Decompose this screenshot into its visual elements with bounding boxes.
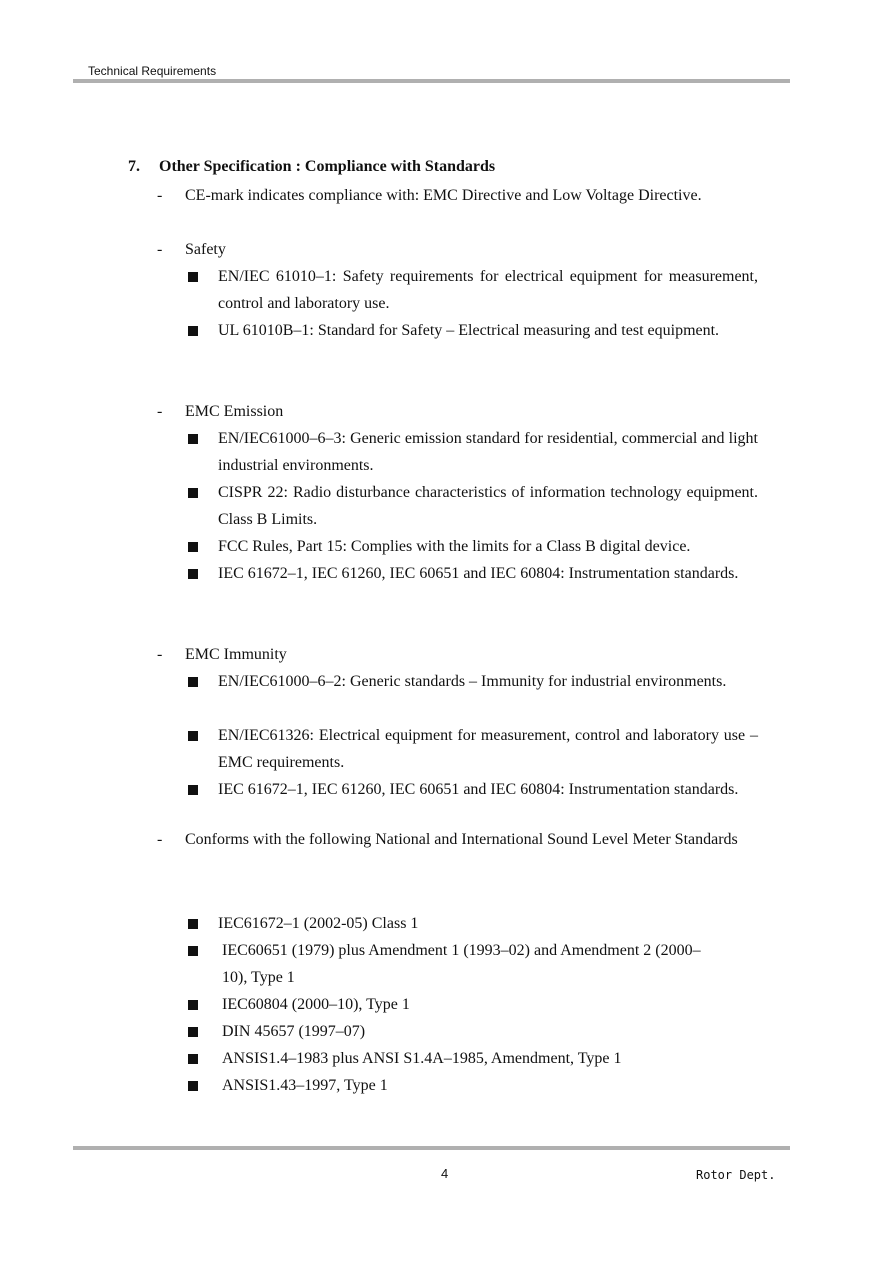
list-item-emc-immunity bbox=[157, 641, 758, 668]
square-bullet-icon bbox=[188, 731, 198, 741]
safety-label: Safety bbox=[185, 241, 226, 258]
bullet-text: EN/IEC 61010–1: Safety requirements for electrical equipment for measurement, control and laboratory use. bbox=[218, 268, 758, 312]
list-item-safety bbox=[157, 236, 758, 263]
section-title: Other Specification : Compliance with Standards bbox=[159, 158, 496, 175]
standard-bullet bbox=[188, 1045, 758, 1072]
square-bullet-icon bbox=[188, 785, 198, 795]
bullet-text: EN/IEC61000–6–2: Generic standards – Immunity for industrial environments. bbox=[218, 673, 727, 690]
emission-bullet bbox=[188, 479, 758, 533]
page-number: 4 bbox=[441, 1166, 449, 1181]
standard-bullet bbox=[188, 1072, 758, 1099]
safety-bullet bbox=[188, 317, 758, 344]
square-bullet-icon bbox=[188, 272, 198, 282]
square-bullet-icon bbox=[188, 542, 198, 552]
square-bullet-icon bbox=[188, 677, 198, 687]
footer-rule bbox=[73, 1146, 790, 1150]
emission-bullet bbox=[188, 560, 758, 587]
dash-marker: - bbox=[157, 403, 163, 420]
conforms-label: Conforms with the following National and International Sound Level Meter Standards bbox=[185, 831, 738, 848]
header-rule bbox=[73, 79, 790, 83]
square-bullet-icon bbox=[188, 919, 198, 929]
dash-marker: - bbox=[157, 187, 163, 204]
bullet-text: IEC 61672–1, IEC 61260, IEC 60651 and IEC 60804: Instrumentation standards. bbox=[218, 781, 739, 798]
emc-immunity-label: EMC Immunity bbox=[185, 646, 287, 663]
bullet-text: UL 61010B–1: Standard for Safety – Electrical measuring and test equipment. bbox=[218, 322, 720, 339]
bullet-text: IEC61672–1 (2002-05) Class 1 bbox=[218, 915, 419, 932]
dash-marker: - bbox=[157, 831, 163, 848]
square-bullet-icon bbox=[188, 488, 198, 498]
standard-bullet bbox=[188, 910, 758, 937]
immunity-bullet bbox=[188, 776, 758, 803]
emc-emission-label: EMC Emission bbox=[185, 403, 284, 420]
department-label: Rotor Dept. bbox=[696, 1168, 776, 1182]
list-item-emc-emission bbox=[157, 398, 758, 425]
bullet-text: EN/IEC61000–6–3: Generic emission standard for residential, commercial and light industrial environments. bbox=[218, 430, 758, 474]
standard-bullet bbox=[188, 937, 758, 991]
square-bullet-icon bbox=[188, 1081, 198, 1091]
square-bullet-icon bbox=[188, 326, 198, 336]
immunity-bullet bbox=[188, 722, 758, 776]
dash-marker: - bbox=[157, 241, 163, 258]
list-item-ce-mark bbox=[157, 182, 758, 209]
bullet-text: DIN 45657 (1997–07) bbox=[222, 1023, 366, 1040]
square-bullet-icon bbox=[188, 1054, 198, 1064]
bullet-text: ANSIS1.43–1997, Type 1 bbox=[222, 1077, 388, 1094]
square-bullet-icon bbox=[188, 946, 198, 956]
square-bullet-icon bbox=[188, 434, 198, 444]
square-bullet-icon bbox=[188, 1027, 198, 1037]
standard-bullet bbox=[188, 1018, 758, 1045]
safety-bullet bbox=[188, 263, 758, 317]
bullet-text: IEC60651 (1979) plus Amendment 1 (1993–02) and Amendment 2 (2000–10), Type 1 bbox=[222, 942, 701, 986]
dash-marker: - bbox=[157, 646, 163, 663]
emission-bullet bbox=[188, 533, 758, 560]
square-bullet-icon bbox=[188, 1000, 198, 1010]
section-heading bbox=[128, 153, 495, 180]
immunity-bullet bbox=[188, 668, 758, 695]
bullet-text: IEC60804 (2000–10), Type 1 bbox=[222, 996, 410, 1013]
emission-bullet bbox=[188, 425, 758, 479]
square-bullet-icon bbox=[188, 569, 198, 579]
bullet-text: FCC Rules, Part 15: Complies with the limits for a Class B digital device. bbox=[218, 538, 691, 555]
standard-bullet bbox=[188, 991, 758, 1018]
bullet-text: EN/IEC61326: Electrical equipment for measurement, control and laboratory use – EMC requirements. bbox=[218, 727, 758, 771]
ce-mark-text: CE-mark indicates compliance with: EMC Directive and Low Voltage Directive. bbox=[185, 187, 702, 204]
bullet-text: ANSIS1.4–1983 plus ANSI S1.4A–1985, Amendment, Type 1 bbox=[222, 1050, 622, 1067]
section-number: 7. bbox=[128, 158, 140, 175]
running-header: Technical Requirements bbox=[88, 64, 217, 78]
bullet-text: IEC 61672–1, IEC 61260, IEC 60651 and IEC 60804: Instrumentation standards. bbox=[218, 565, 739, 582]
list-item-conforms bbox=[157, 826, 758, 853]
bullet-text: CISPR 22: Radio disturbance characteristics of information technology equipment. Class B Limits. bbox=[218, 484, 758, 528]
